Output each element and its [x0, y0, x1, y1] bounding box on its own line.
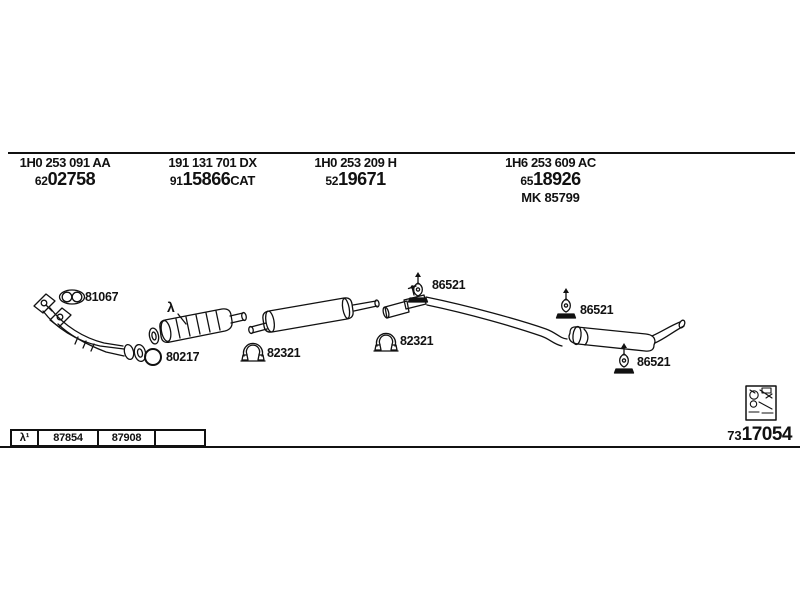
catalog-prefix: 91: [169, 174, 183, 188]
rear-muffler-drawing: [569, 319, 686, 351]
callout-hanger-middle: 86521: [432, 278, 466, 292]
callout-hanger-rear-bottom: 86521: [637, 355, 671, 369]
bottom-divider-line: [0, 446, 800, 448]
legend-cell-empty: [156, 431, 204, 445]
pipe-clamp-icon: [241, 343, 265, 361]
callout-clamp-rear: 82321: [400, 334, 434, 348]
pipe-clamp-icon: [374, 333, 398, 351]
layout-stamp-icon: [746, 386, 776, 420]
catalytic-converter-drawing: [148, 309, 247, 345]
catalog-code: 02758: [47, 169, 96, 189]
catalog-prefix: 52: [325, 174, 339, 188]
part-number: 1H0 253 209 H: [314, 155, 397, 170]
part-number: 191 131 701 DX: [168, 155, 257, 170]
middle-muffler-drawing: [248, 298, 379, 334]
front-pipe-drawing: [34, 294, 147, 362]
legend-cell: 87908: [99, 431, 156, 445]
catalog-suffix: CAT: [230, 173, 256, 188]
legend-lambda-cell: λ¹: [12, 431, 39, 445]
callout-clamp-front: 82321: [267, 346, 301, 360]
doc-number-code: 17054: [741, 424, 792, 445]
catalog-prefix: 62: [34, 174, 48, 188]
part-number: 1H6 253 609 AC: [505, 155, 596, 170]
catalog-code: 15866: [182, 169, 231, 189]
flange-gasket-icon: [60, 290, 85, 304]
connecting-pipe-drawing: [426, 297, 567, 346]
catalog-extra-code: MK 85799: [521, 190, 580, 205]
lambda-sensor-symbol: λ: [167, 299, 175, 315]
legend-cell: 87854: [39, 431, 99, 445]
doc-number-prefix: 73: [727, 428, 742, 443]
catalog-prefix: 65: [520, 174, 534, 188]
callout-hanger-rear-top: 86521: [580, 303, 614, 317]
catalog-code: 18926: [533, 169, 581, 189]
seal-ring-icon: [145, 349, 161, 365]
legend-table: [10, 429, 206, 447]
catalog-code: 19671: [338, 169, 386, 189]
callout-flange-gasket: 81067: [85, 290, 119, 304]
rubber-hanger-icon: [557, 288, 576, 318]
doc-number: [727, 424, 792, 446]
part-number: 1H0 253 091 AA: [19, 155, 111, 170]
callout-seal-ring: 80217: [166, 350, 200, 364]
